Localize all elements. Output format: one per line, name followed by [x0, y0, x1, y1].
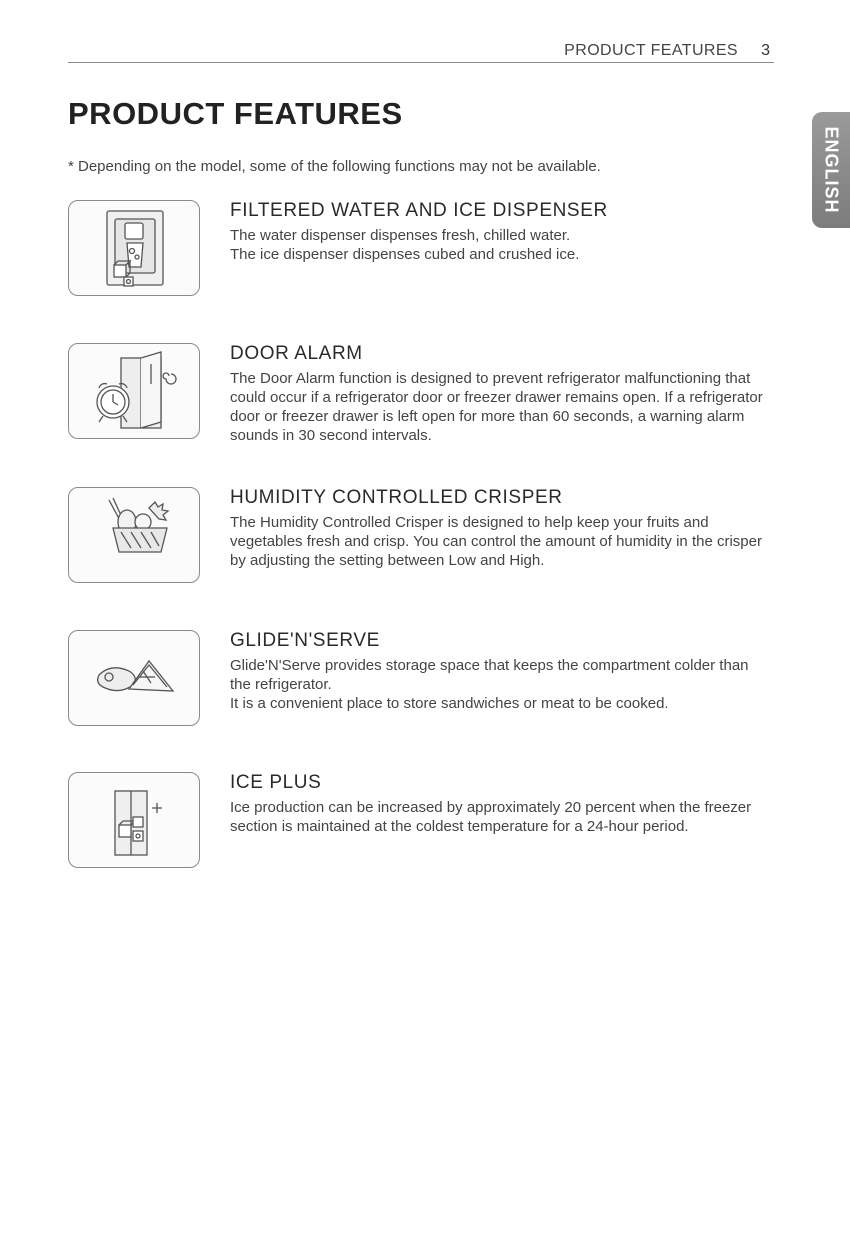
feature-humidity-crisper: [68, 487, 768, 587]
door-alarm-clock-icon: [69, 344, 201, 440]
feature-icon-box: [68, 200, 200, 296]
feature-paragraph: The ice dispenser dispenses cubed and crushed ice.: [230, 246, 580, 263]
feature-paragraph: The Humidity Controlled Crisper is designed to help keep your fruits and vegetables fresh and crisp. You can control the amount of humidity in the crisper by adjusting the setting between Low and High.: [230, 514, 762, 569]
feature-title: GLIDE'N'SERVE: [230, 630, 380, 651]
feature-paragraph: It is a convenient place to store sandwiches or meat to be cooked.: [230, 695, 669, 712]
vegetable-basket-icon: [69, 488, 201, 584]
feature-paragraph: Ice production can be increased by approximately 20 percent when the freezer section is maintained at the coldest temperature for a 24-hour period.: [230, 799, 752, 835]
water-ice-dispenser-icon: [69, 201, 201, 297]
availability-note: * Depending on the model, some of the following functions may not be available.: [68, 158, 601, 175]
feature-title: DOOR ALARM: [230, 343, 363, 364]
feature-description: [230, 369, 766, 445]
feature-icon-box: [68, 630, 200, 726]
feature-paragraph: Glide'N'Serve provides storage space that keeps the compartment colder than the refrigerator.: [230, 657, 749, 693]
running-header: [68, 40, 774, 63]
feature-description: [230, 798, 766, 836]
feature-ice-plus: [68, 772, 768, 872]
language-tab: [812, 112, 850, 228]
feature-description: [230, 226, 766, 264]
feature-paragraph: The Door Alarm function is designed to prevent refrigerator malfunctioning that could occur if a refrigerator door or freezer drawer remains open. If a refrigerator door or freezer drawer is left open for more than 60 seconds, a warning alarm sounds in 30 second intervals.: [230, 370, 763, 444]
feature-glide-n-serve: [68, 630, 768, 730]
running-header-title: PRODUCT FEATURES: [564, 42, 738, 59]
page-number: 3: [761, 42, 770, 59]
feature-title: FILTERED WATER AND ICE DISPENSER: [230, 200, 608, 221]
feature-icon-box: [68, 487, 200, 583]
sandwich-meat-icon: [69, 631, 201, 727]
feature-door-alarm: [68, 343, 768, 443]
page-title: PRODUCT FEATURES: [68, 96, 403, 131]
feature-description: [230, 513, 766, 570]
feature-title: ICE PLUS: [230, 772, 322, 793]
feature-icon-box: [68, 772, 200, 868]
feature-paragraph: The water dispenser dispenses fresh, chilled water.: [230, 227, 571, 244]
feature-icon-box: [68, 343, 200, 439]
feature-title: HUMIDITY CONTROLLED CRISPER: [230, 487, 563, 508]
feature-description: [230, 656, 766, 713]
ice-plus-icon: [69, 773, 201, 869]
language-tab-label: ENGLISH: [821, 126, 842, 214]
feature-water-ice-dispenser: [68, 200, 768, 300]
